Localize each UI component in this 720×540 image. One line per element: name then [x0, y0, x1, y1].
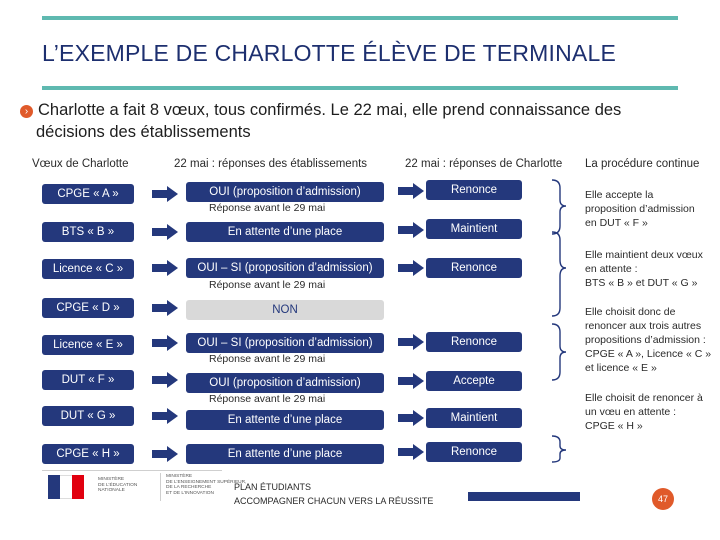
note-line: CPGE « H » — [585, 420, 643, 432]
wish-dut-f: DUT « F » — [42, 370, 134, 390]
response-cpge-a: OUI (proposition d’admission) — [186, 182, 384, 202]
note-line: en DUT « F » — [585, 217, 648, 229]
choice-bts-b: Maintient — [426, 219, 522, 239]
wish-licence-e: Licence « E » — [42, 335, 134, 355]
wish-dut-g: DUT « G » — [42, 406, 134, 426]
note-line: Elle accepte la — [585, 189, 654, 201]
note-renounces-waitlist — [585, 391, 715, 433]
choice-dut-f: Accepte — [426, 371, 522, 391]
response-deadline: Réponse avant le 29 mai — [209, 279, 326, 291]
logo-line: DE LA RECHERCHE — [166, 485, 212, 491]
response-licence-c: OUI – SI (proposition d’admission) — [186, 258, 384, 278]
top-rule — [42, 16, 678, 20]
column-header-responses: 22 mai : réponses des établissements — [174, 158, 368, 170]
logo-line: MINISTÈRE — [166, 474, 193, 479]
logo-line: ET DE L’INNOVATION — [166, 490, 214, 496]
note-line: renoncer aux trois autres — [585, 320, 702, 332]
logo-line: DE L’ENSEIGNEMENT SUPÉRIEUR, — [166, 479, 247, 485]
ministry-education — [98, 477, 137, 494]
note-line: Elle maintient deux vœux — [585, 249, 703, 261]
wish-cpge-h: CPGE « H » — [42, 444, 134, 464]
footer-bar — [468, 492, 580, 501]
note-line: proposition d’admission — [585, 203, 695, 215]
note-maintains — [585, 248, 715, 290]
ministry-logos — [42, 470, 247, 504]
arrow-right-icon — [152, 446, 178, 462]
choice-dut-g: Maintient — [426, 408, 522, 428]
arrow-right-icon — [398, 183, 424, 199]
arrow-right-icon — [152, 408, 178, 424]
note-accepts — [585, 188, 715, 230]
arrow-right-icon — [398, 444, 424, 460]
response-dut-g: En attente d’une place — [186, 410, 384, 430]
response-cpge-d: NON — [186, 300, 384, 320]
arrow-right-icon — [398, 260, 424, 276]
response-deadline: Réponse avant le 29 mai — [209, 353, 326, 365]
wish-cpge-d: CPGE « D » — [42, 298, 134, 318]
note-line: CPGE « A », Licence « C » — [585, 348, 712, 360]
arrow-right-icon — [398, 334, 424, 350]
title-underline — [42, 86, 678, 90]
response-bts-b: En attente d’une place — [186, 222, 384, 242]
footer-plan: PLAN ÉTUDIANTS — [234, 482, 312, 492]
response-deadline: Réponse avant le 29 mai — [209, 202, 326, 214]
wish-cpge-a: CPGE « A » — [42, 184, 134, 204]
page-number: 47 — [652, 488, 674, 510]
intro-line-1: Charlotte a fait 8 vœux, tous confirmés. Le 22 mai, elle prend connaissance des — [38, 101, 622, 119]
wish-bts-b: BTS « B » — [42, 222, 134, 242]
note-line: et licence « E » — [585, 362, 657, 374]
choice-licence-e: Renonce — [426, 332, 522, 352]
response-licence-e: OUI – SI (proposition d’admission) — [186, 333, 384, 353]
choice-licence-c: Renonce — [426, 258, 522, 278]
note-line: BTS « B » et DUT « G » — [585, 277, 698, 289]
arrow-right-icon — [152, 224, 178, 240]
choice-cpge-a: Renonce — [426, 180, 522, 200]
intro-line-2: décisions des établissements — [36, 123, 251, 141]
arrow-right-icon — [152, 300, 178, 316]
choice-cpge-h: Renonce — [426, 442, 522, 462]
note-line: en attente : — [585, 263, 638, 275]
column-header-choices: 22 mai : réponses de Charlotte — [405, 158, 563, 170]
slide-title: L’EXEMPLE DE CHARLOTTE ÉLÈVE DE TERMINALE — [42, 40, 617, 66]
note-line: propositions d’admission : — [585, 334, 706, 346]
french-flag-icon — [48, 475, 84, 499]
note-line: un vœu en attente : — [585, 406, 677, 418]
logo-line: DE L’ÉDUCATION — [98, 482, 138, 488]
logo-line: NATIONALE — [98, 488, 125, 494]
response-dut-f: OUI (proposition d’admission) — [186, 373, 384, 393]
outcome-brackets — [546, 176, 570, 466]
logo-line: MINISTÈRE — [98, 477, 125, 482]
response-cpge-h: En attente d’une place — [186, 444, 384, 464]
arrow-right-icon — [152, 372, 178, 388]
note-line: Elle choisit de renoncer à — [585, 392, 703, 404]
arrow-right-icon — [398, 373, 424, 389]
column-header-wishes: Vœux de Charlotte — [32, 158, 129, 170]
intro-text — [20, 99, 710, 143]
arrow-right-icon — [152, 335, 178, 351]
footer-tagline: ACCOMPAGNER CHACUN VERS LA RÉUSSITE — [234, 496, 434, 506]
arrow-right-icon — [398, 222, 424, 238]
response-deadline: Réponse avant le 29 mai — [209, 393, 326, 405]
column-header-procedure: La procédure continue — [585, 158, 700, 170]
arrow-right-icon — [152, 186, 178, 202]
chevron-right-icon: › — [20, 105, 33, 118]
note-line: Elle choisit donc de — [585, 306, 676, 318]
wish-licence-c: Licence « C » — [42, 259, 134, 279]
note-renounces — [585, 305, 715, 375]
arrow-right-icon — [398, 410, 424, 426]
arrow-right-icon — [152, 260, 178, 276]
